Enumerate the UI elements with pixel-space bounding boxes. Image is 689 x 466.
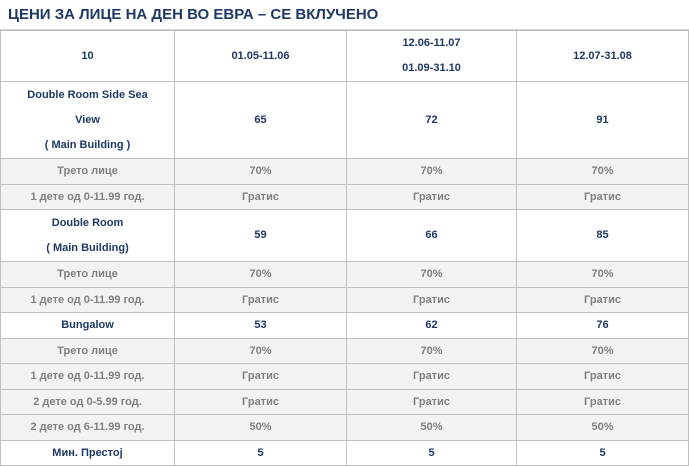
- room-name: Bungalow: [1, 313, 175, 339]
- header-cell-period-3: 12.07-31.08: [517, 31, 689, 82]
- extra-row: [1, 338, 689, 364]
- extra-value: Гратис: [175, 184, 347, 210]
- min-stay-value: 5: [175, 440, 347, 466]
- extra-value: 70%: [175, 338, 347, 364]
- extra-label: 2 дете од 6-11.99 год.: [1, 415, 175, 441]
- room-name-line: ( Main Building ): [44, 138, 131, 151]
- extra-value: Гратис: [175, 389, 347, 415]
- min-stay-value: 5: [347, 440, 517, 466]
- extra-row: [1, 159, 689, 185]
- price-cell: 91: [517, 82, 689, 159]
- extra-row: [1, 364, 689, 390]
- extra-value: Гратис: [347, 184, 517, 210]
- header-cell-code: 10: [1, 31, 175, 82]
- extra-label: Трето лице: [1, 262, 175, 288]
- price-cell: 53: [175, 313, 347, 339]
- min-stay-row: [1, 440, 689, 466]
- extra-value: 50%: [175, 415, 347, 441]
- extra-row: [1, 184, 689, 210]
- extra-value: 70%: [517, 159, 689, 185]
- extra-value: Гратис: [347, 389, 517, 415]
- period-2-line-1: 12.06-11.07: [402, 37, 461, 49]
- price-cell: 66: [347, 210, 517, 262]
- room-name-line: Double Room: [51, 216, 124, 229]
- room-name-line: Double Room Side Sea: [27, 88, 148, 101]
- extra-label: 1 дете од 0-11.99 год.: [1, 364, 175, 390]
- header-cell-period-1: 01.05-11.06: [175, 31, 347, 82]
- extra-label: 2 дете од 0-5.99 год.: [1, 389, 175, 415]
- header-cell-period-2: [347, 31, 517, 82]
- extra-row: [1, 415, 689, 441]
- price-cell: 72: [347, 82, 517, 159]
- extra-value: Гратис: [175, 287, 347, 313]
- price-cell: 59: [175, 210, 347, 262]
- room-name-line: View: [75, 113, 100, 126]
- room-row-double-side-sea-view: [1, 82, 689, 159]
- extra-value: Гратис: [175, 364, 347, 390]
- extra-value: Гратис: [347, 364, 517, 390]
- extra-value: 70%: [347, 159, 517, 185]
- extra-value: 70%: [347, 338, 517, 364]
- extra-value: 50%: [347, 415, 517, 441]
- extra-value: Гратис: [347, 287, 517, 313]
- extra-value: Гратис: [517, 287, 689, 313]
- extra-value: Гратис: [517, 389, 689, 415]
- extra-label: 1 дете од 0-11.99 год.: [1, 184, 175, 210]
- room-row-double-room: [1, 210, 689, 262]
- extra-value: 50%: [517, 415, 689, 441]
- room-name: [1, 82, 175, 159]
- extra-value: 70%: [517, 338, 689, 364]
- extra-row: [1, 262, 689, 288]
- extra-label: Трето лице: [1, 338, 175, 364]
- price-table: [0, 30, 689, 466]
- price-cell: 65: [175, 82, 347, 159]
- room-name: [1, 210, 175, 262]
- extra-value: Гратис: [517, 184, 689, 210]
- extra-label: Трето лице: [1, 159, 175, 185]
- extra-value: Гратис: [517, 364, 689, 390]
- extra-row: [1, 389, 689, 415]
- min-stay-label: Мин. Престој: [1, 440, 175, 466]
- min-stay-value: 5: [517, 440, 689, 466]
- page-title: ЦЕНИ ЗА ЛИЦЕ НА ДЕН ВО ЕВРА – СЕ ВКЛУЧЕНО: [0, 0, 689, 30]
- extra-value: 70%: [517, 262, 689, 288]
- extra-value: 70%: [347, 262, 517, 288]
- period-2-line-2: 01.09-31.10: [402, 62, 461, 74]
- extra-row: [1, 287, 689, 313]
- price-cell: 62: [347, 313, 517, 339]
- extra-value: 70%: [175, 159, 347, 185]
- price-cell: 85: [517, 210, 689, 262]
- price-cell: 76: [517, 313, 689, 339]
- table-header-row: [1, 31, 689, 82]
- extra-label: 1 дете од 0-11.99 год.: [1, 287, 175, 313]
- extra-value: 70%: [175, 262, 347, 288]
- room-row-bungalow: [1, 313, 689, 339]
- room-name-line: ( Main Building): [46, 241, 129, 254]
